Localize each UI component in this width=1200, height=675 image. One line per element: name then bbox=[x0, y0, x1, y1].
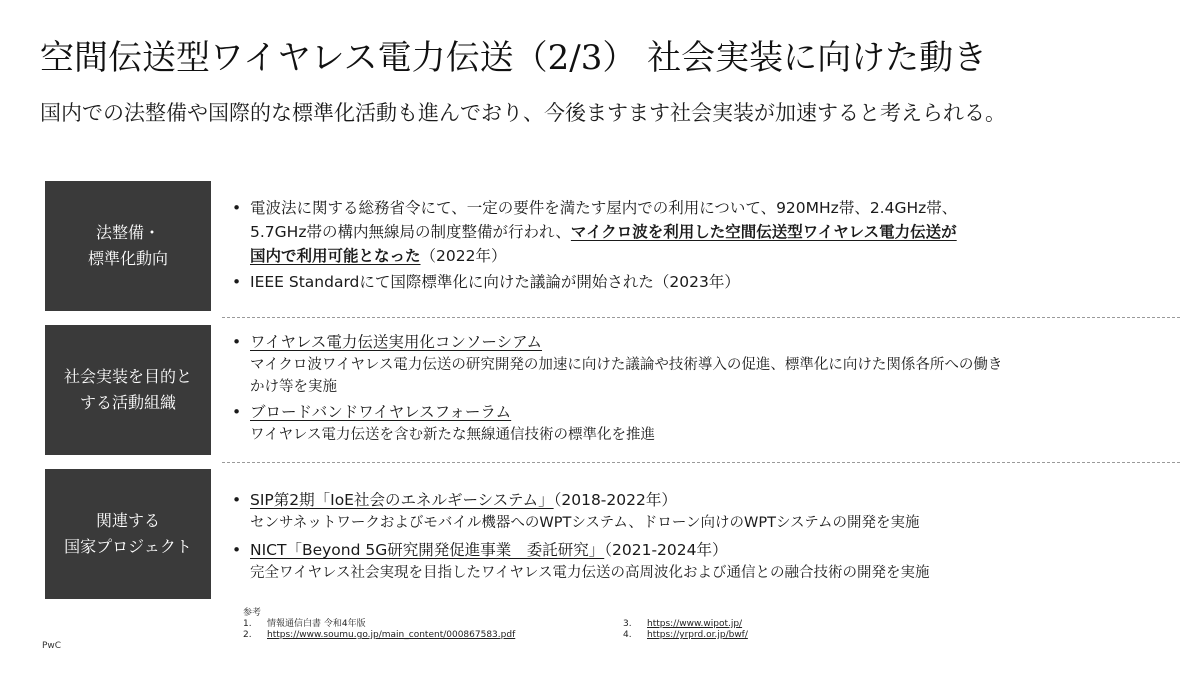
section-label-line: する活動組織 bbox=[79, 393, 176, 412]
organization-title: ブロードバンドワイヤレスフォーラム bbox=[250, 403, 512, 421]
reference-item: 4. https://yrprd.or.jp/bwf/ bbox=[623, 630, 748, 640]
section-label-line: 国家プロジェクト bbox=[64, 537, 192, 556]
reference-link[interactable]: https://www.soumu.go.jp/main_content/000867583.pdf bbox=[267, 630, 516, 640]
list-item bbox=[230, 400, 1170, 424]
references-column-2 bbox=[623, 619, 923, 641]
bullet-text: 5.7GHz帯の構内無線局の制度整備が行われ、 bbox=[250, 223, 571, 241]
section-content-projects bbox=[230, 488, 1170, 584]
reference-item: 1. 情報通信白書 令和4年版 bbox=[243, 619, 366, 629]
references-heading: 参考 bbox=[243, 608, 262, 618]
project-description: 完全ワイヤレス社会実現を目指したワイヤレス電力伝送の高周波化および通信との融合技術の開発を実施 bbox=[250, 565, 930, 581]
organization-description: マイクロ波ワイヤレス電力伝送の研究開発の加速に向けた議論や技術導入の促進、標準化に向けた関係各所への働き bbox=[250, 357, 1003, 373]
page-subtitle: 国内での法整備や国際的な標準化活動も進んでおり、今後ますます社会実装が加速すると考えられる。 bbox=[40, 101, 1006, 125]
organization-description: かけ等を実施 bbox=[250, 379, 337, 395]
section-label-projects bbox=[45, 469, 211, 599]
section-content-organizations bbox=[230, 330, 1170, 446]
list-item bbox=[230, 196, 1170, 268]
section-label-line: 標準化動向 bbox=[87, 249, 168, 268]
reference-link[interactable]: https://yrprd.or.jp/bwf/ bbox=[647, 630, 748, 640]
project-title: NICT「Beyond 5G研究開発促進事業 委託研究」 bbox=[250, 541, 605, 559]
section-divider bbox=[222, 462, 1180, 463]
project-period: （2021-2024年） bbox=[604, 541, 728, 559]
page-title: 空間伝送型ワイヤレス電力伝送（2/3） 社会実装に向けた動き bbox=[40, 38, 988, 78]
list-item bbox=[230, 538, 1170, 562]
reference-text: 情報通信白書 令和4年版 bbox=[267, 619, 366, 629]
bullet-text: IEEE Standardにて国際標準化に向けた議論が開始された（2023年） bbox=[250, 273, 740, 291]
list-item bbox=[230, 488, 1170, 512]
highlight-text: マイクロ波を利用した空間伝送型ワイヤレス電力伝送が bbox=[570, 223, 957, 241]
reference-link[interactable]: https://www.wipot.jp/ bbox=[647, 619, 743, 629]
bullet-text: （2022年） bbox=[420, 247, 507, 265]
section-label-legal bbox=[45, 181, 211, 311]
bullet-text: • 電波法に関する総務省令にて、一定の要件を満たす屋内での利用について、920MHz帯、2.4GHz帯、 bbox=[250, 199, 958, 217]
project-period: （2018-2022年） bbox=[553, 491, 677, 509]
section-label-line: 関連する bbox=[95, 511, 160, 530]
footer-brand: PwC bbox=[42, 641, 62, 651]
highlight-text: 国内で利用可能となった bbox=[250, 247, 421, 265]
organization-title: ワイヤレス電力伝送実用化コンソーシアム bbox=[250, 333, 543, 351]
section-label-line: 社会実装を目的と bbox=[63, 367, 192, 386]
reference-item: 2. https://www.soumu.go.jp/main_content/000867583.pdf bbox=[243, 630, 516, 640]
section-content-legal bbox=[230, 196, 1170, 294]
project-title: SIP第2期「IoE社会のエネルギーシステム」 bbox=[250, 491, 554, 509]
project-description: センサネットワークおよびモバイル機器へのWPTシステム、ドローン向けのWPTシステムの開発を実施 bbox=[250, 515, 920, 531]
section-label-organizations bbox=[45, 325, 211, 455]
list-item bbox=[230, 270, 1170, 294]
section-label-line: 法整備・ bbox=[95, 223, 160, 242]
section-divider bbox=[222, 317, 1180, 318]
list-item bbox=[230, 330, 1170, 354]
organization-description: ワイヤレス電力伝送を含む新たな無線通信技術の標準化を推進 bbox=[250, 427, 655, 443]
reference-item: 3. https://www.wipot.jp/ bbox=[623, 619, 743, 629]
